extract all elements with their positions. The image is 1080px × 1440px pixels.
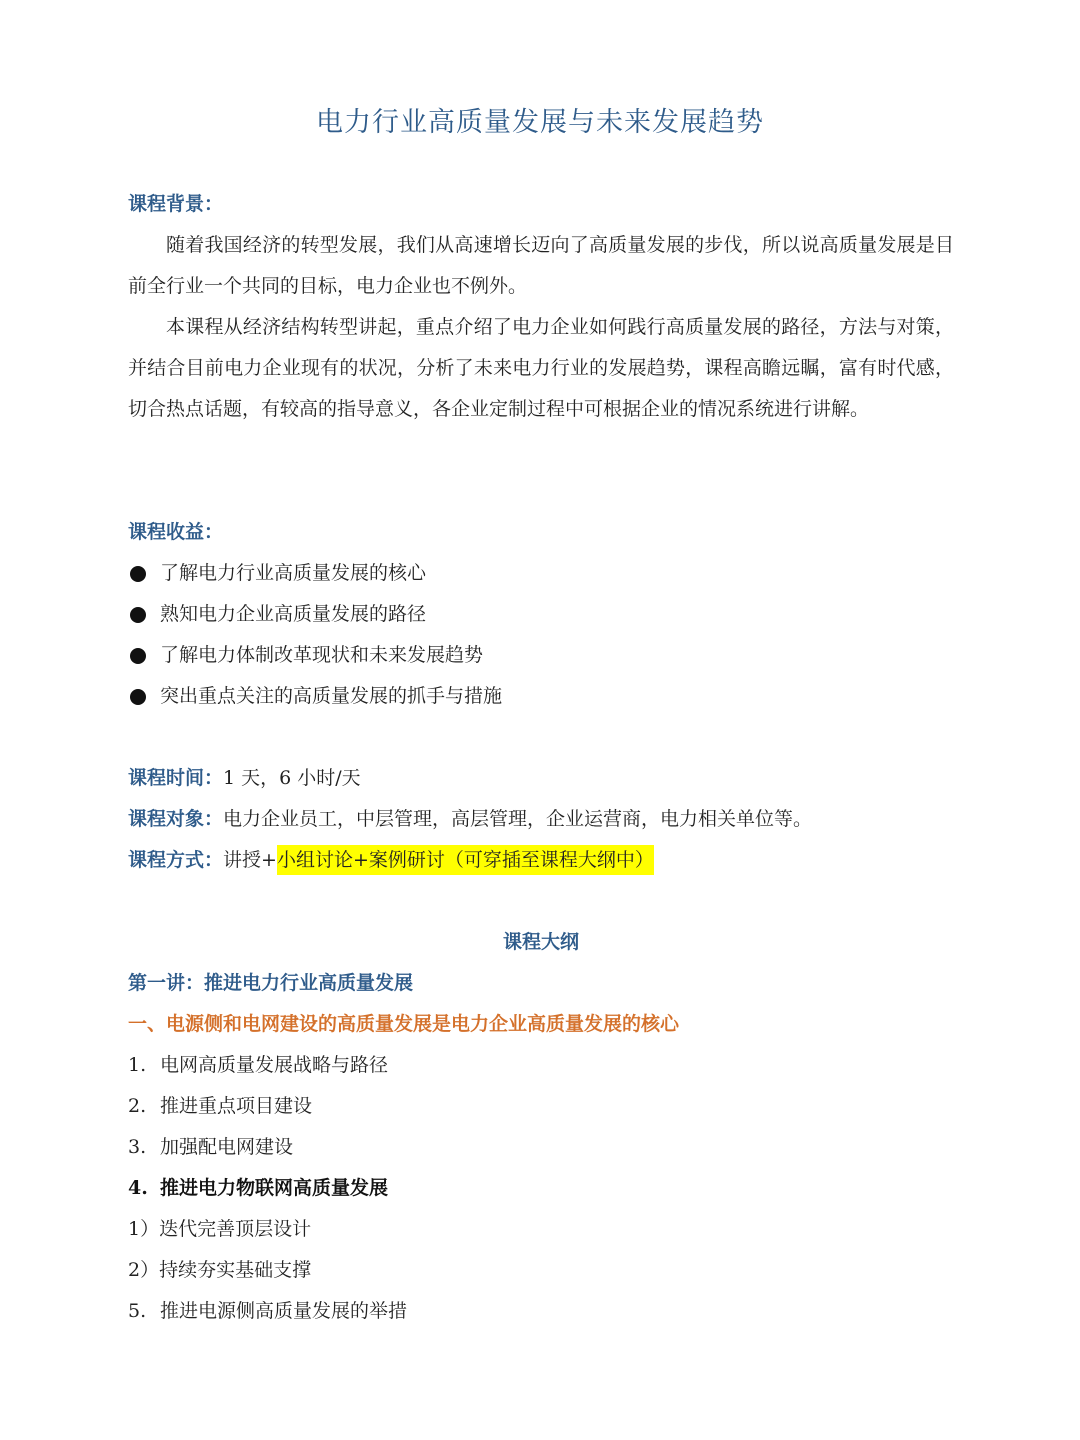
benefit-item bbox=[128, 635, 954, 676]
outline-section bbox=[128, 922, 954, 1332]
course-time-value: 1 天，6 小时/天 bbox=[223, 767, 361, 789]
outline-item-text: 加强配电网建设 bbox=[160, 1136, 294, 1158]
outline-sub-item: 2）持续夯实基础支撑 bbox=[128, 1259, 312, 1281]
outline-sub-item: 1）迭代完善顶层设计 bbox=[128, 1218, 312, 1240]
lecture-title: 第一讲：推进电力行业高质量发展 bbox=[128, 972, 414, 994]
course-time-label: 课程时间： bbox=[128, 767, 224, 789]
outline-item-text: 电网高质量发展战略与路径 bbox=[160, 1054, 389, 1076]
course-method-plain: 讲授+ bbox=[223, 849, 277, 871]
bullet-icon bbox=[130, 566, 146, 582]
benefits-heading: 课程收益： bbox=[128, 521, 224, 543]
benefit-text: 了解电力行业高质量发展的核心 bbox=[160, 562, 427, 584]
bullet-icon bbox=[130, 607, 146, 623]
benefit-item bbox=[128, 553, 954, 594]
document-title: 电力行业高质量发展与未来发展趋势 bbox=[316, 107, 764, 138]
outline-item bbox=[128, 1291, 954, 1332]
outline-item-text: 推进电源侧高质量发展的举措 bbox=[160, 1300, 408, 1322]
benefit-item bbox=[128, 676, 954, 717]
benefit-item bbox=[128, 594, 954, 635]
course-method-line bbox=[128, 840, 954, 881]
benefits-list bbox=[128, 553, 954, 717]
outline-item bbox=[128, 1127, 954, 1168]
benefits-section bbox=[128, 512, 954, 717]
outline-item-number: 1. bbox=[128, 1054, 147, 1076]
bullet-icon bbox=[130, 689, 146, 705]
outline-item-number: 4. bbox=[128, 1177, 148, 1199]
outline-item-number: 3. bbox=[128, 1136, 147, 1158]
benefit-text: 了解电力体制改革现状和未来发展趋势 bbox=[160, 644, 484, 666]
info-section bbox=[128, 758, 954, 881]
outline-item bbox=[128, 1045, 954, 1086]
outline-item-text: 推进重点项目建设 bbox=[160, 1095, 313, 1117]
outline-item-number: 5. bbox=[128, 1300, 147, 1322]
outline-heading: 课程大纲 bbox=[502, 931, 579, 953]
course-audience-line bbox=[128, 799, 954, 840]
course-time-line bbox=[128, 758, 954, 799]
outline-item bbox=[128, 1086, 954, 1127]
bullet-icon bbox=[130, 648, 146, 664]
background-heading: 课程背景： bbox=[128, 193, 224, 215]
benefit-text: 熟知电力企业高质量发展的路径 bbox=[160, 603, 427, 625]
background-paragraph-2: 本课程从经济结构转型讲起，重点介绍了电力企业如何践行高质量发展的路径，方法与对策，并结合目前电力企业现有的状况，分析了未来电力行业的发展趋势，课程高瞻远瞩，富有时代感，切合热点话题，有较高的指导意义，各企业定制过程中可根据企业的情况系统进行讲解。 bbox=[128, 316, 954, 420]
benefit-text: 突出重点关注的高质量发展的抓手与措施 bbox=[160, 685, 503, 707]
outline-item-text: 推进电力物联网高质量发展 bbox=[160, 1177, 389, 1199]
section-title: 一、电源侧和电网建设的高质量发展是电力企业高质量发展的核心 bbox=[128, 1013, 680, 1035]
course-audience-value: 电力企业员工，中层管理，高层管理，企业运营商，电力相关单位等。 bbox=[223, 808, 813, 830]
course-audience-label: 课程对象： bbox=[128, 808, 224, 830]
outline-item bbox=[128, 1168, 954, 1209]
outline-item-number: 2. bbox=[128, 1095, 147, 1117]
course-method-highlight: 小组讨论+案例研讨（可穿插至课程大纲中） bbox=[277, 845, 654, 875]
course-method-label: 课程方式： bbox=[128, 849, 224, 871]
background-paragraph-1: 随着我国经济的转型发展，我们从高速增长迈向了高质量发展的步伐，所以说高质量发展是目前全行业一个共同的目标，电力企业也不例外。 bbox=[128, 234, 954, 297]
background-section bbox=[128, 184, 954, 430]
